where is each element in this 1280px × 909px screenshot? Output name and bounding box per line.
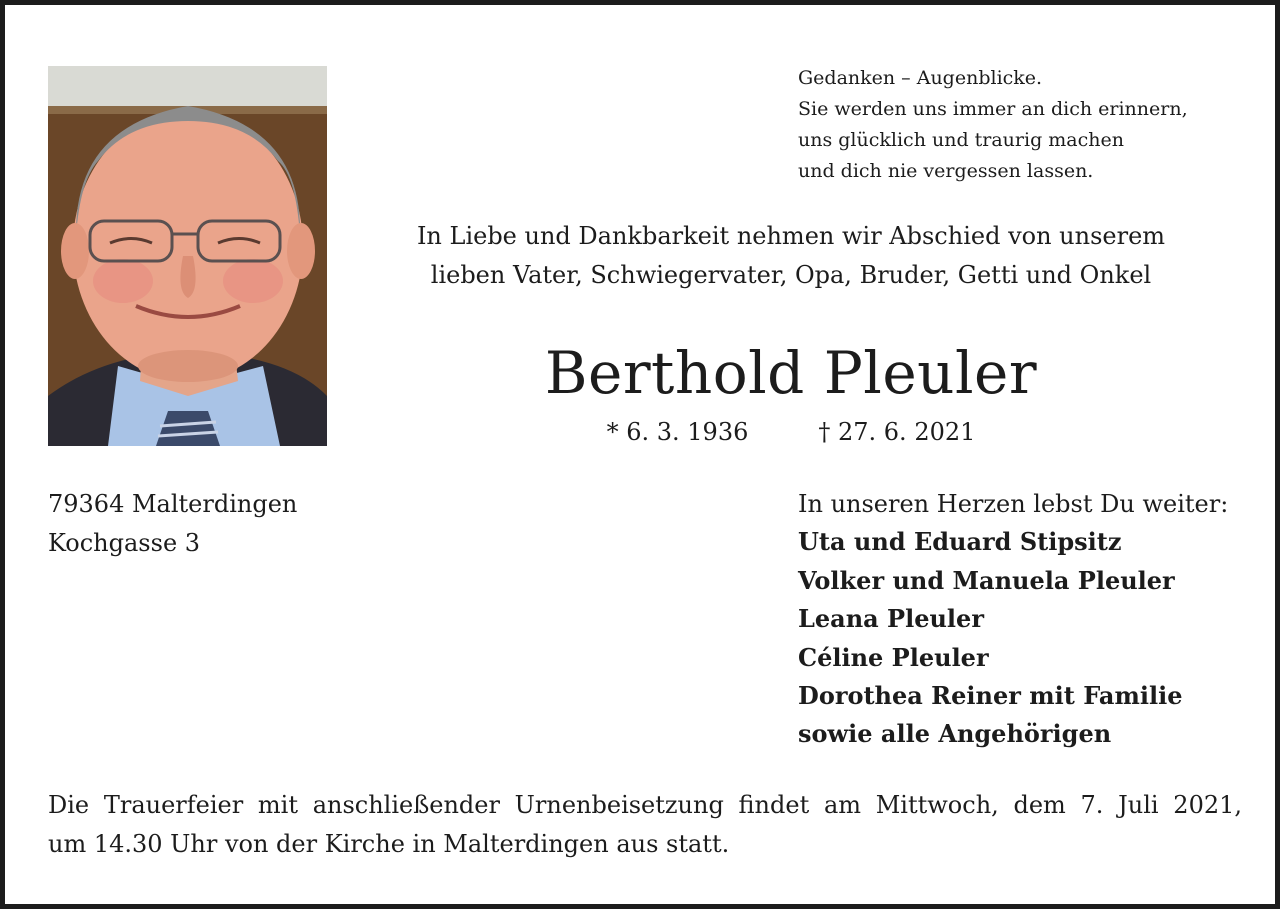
mourner-name: Dorothea Reiner mit Familie xyxy=(798,681,1183,711)
address-street: Kochgasse 3 xyxy=(48,529,201,557)
deceased-name: Berthold Pleuler xyxy=(544,339,1038,407)
mourner-name: Leana Pleuler xyxy=(798,604,984,634)
birth-date: * 6. 3. 1936 xyxy=(606,418,749,446)
poem-line: Sie werden uns immer an dich erinnern, xyxy=(798,98,1188,120)
poem-line: uns glücklich und traurig machen xyxy=(798,129,1124,151)
portrait-photo xyxy=(48,66,327,446)
poem-line: Gedanken – Augenblicke. xyxy=(798,67,1043,89)
life-dates xyxy=(365,414,1217,450)
address-city: 79364 Malterdingen xyxy=(48,490,298,518)
mourners-list xyxy=(798,485,1228,754)
intro-line: In Liebe und Dankbarkeit nehmen wir Abschied von unserem xyxy=(416,222,1166,250)
memorial-poem xyxy=(798,63,1238,187)
farewell-intro xyxy=(365,217,1217,295)
family-address xyxy=(48,485,297,563)
mourner-name: Uta und Eduard Stipsitz xyxy=(798,527,1122,557)
service-line: um 14.30 Uhr von der Kirche in Malterdingen aus statt. xyxy=(48,830,730,858)
poem-line: und dich nie vergessen lassen. xyxy=(798,160,1094,182)
mourners-heading: In unseren Herzen lebst Du weiter: xyxy=(798,490,1229,518)
death-date: † 27. 6. 2021 xyxy=(818,418,976,446)
funeral-service-info xyxy=(48,786,1242,864)
intro-line: lieben Vater, Schwiegervater, Opa, Bruder, Getti und Onkel xyxy=(430,261,1152,289)
mourner-name: sowie alle Angehörigen xyxy=(798,719,1112,749)
mourner-name: Céline Pleuler xyxy=(798,642,989,672)
mourner-name: Volker und Manuela Pleuler xyxy=(798,565,1175,595)
service-line: Die Trauerfeier mit anschließender Urnenbeisetzung findet am Mittwoch, dem 7. Juli 2021, xyxy=(48,791,1242,819)
